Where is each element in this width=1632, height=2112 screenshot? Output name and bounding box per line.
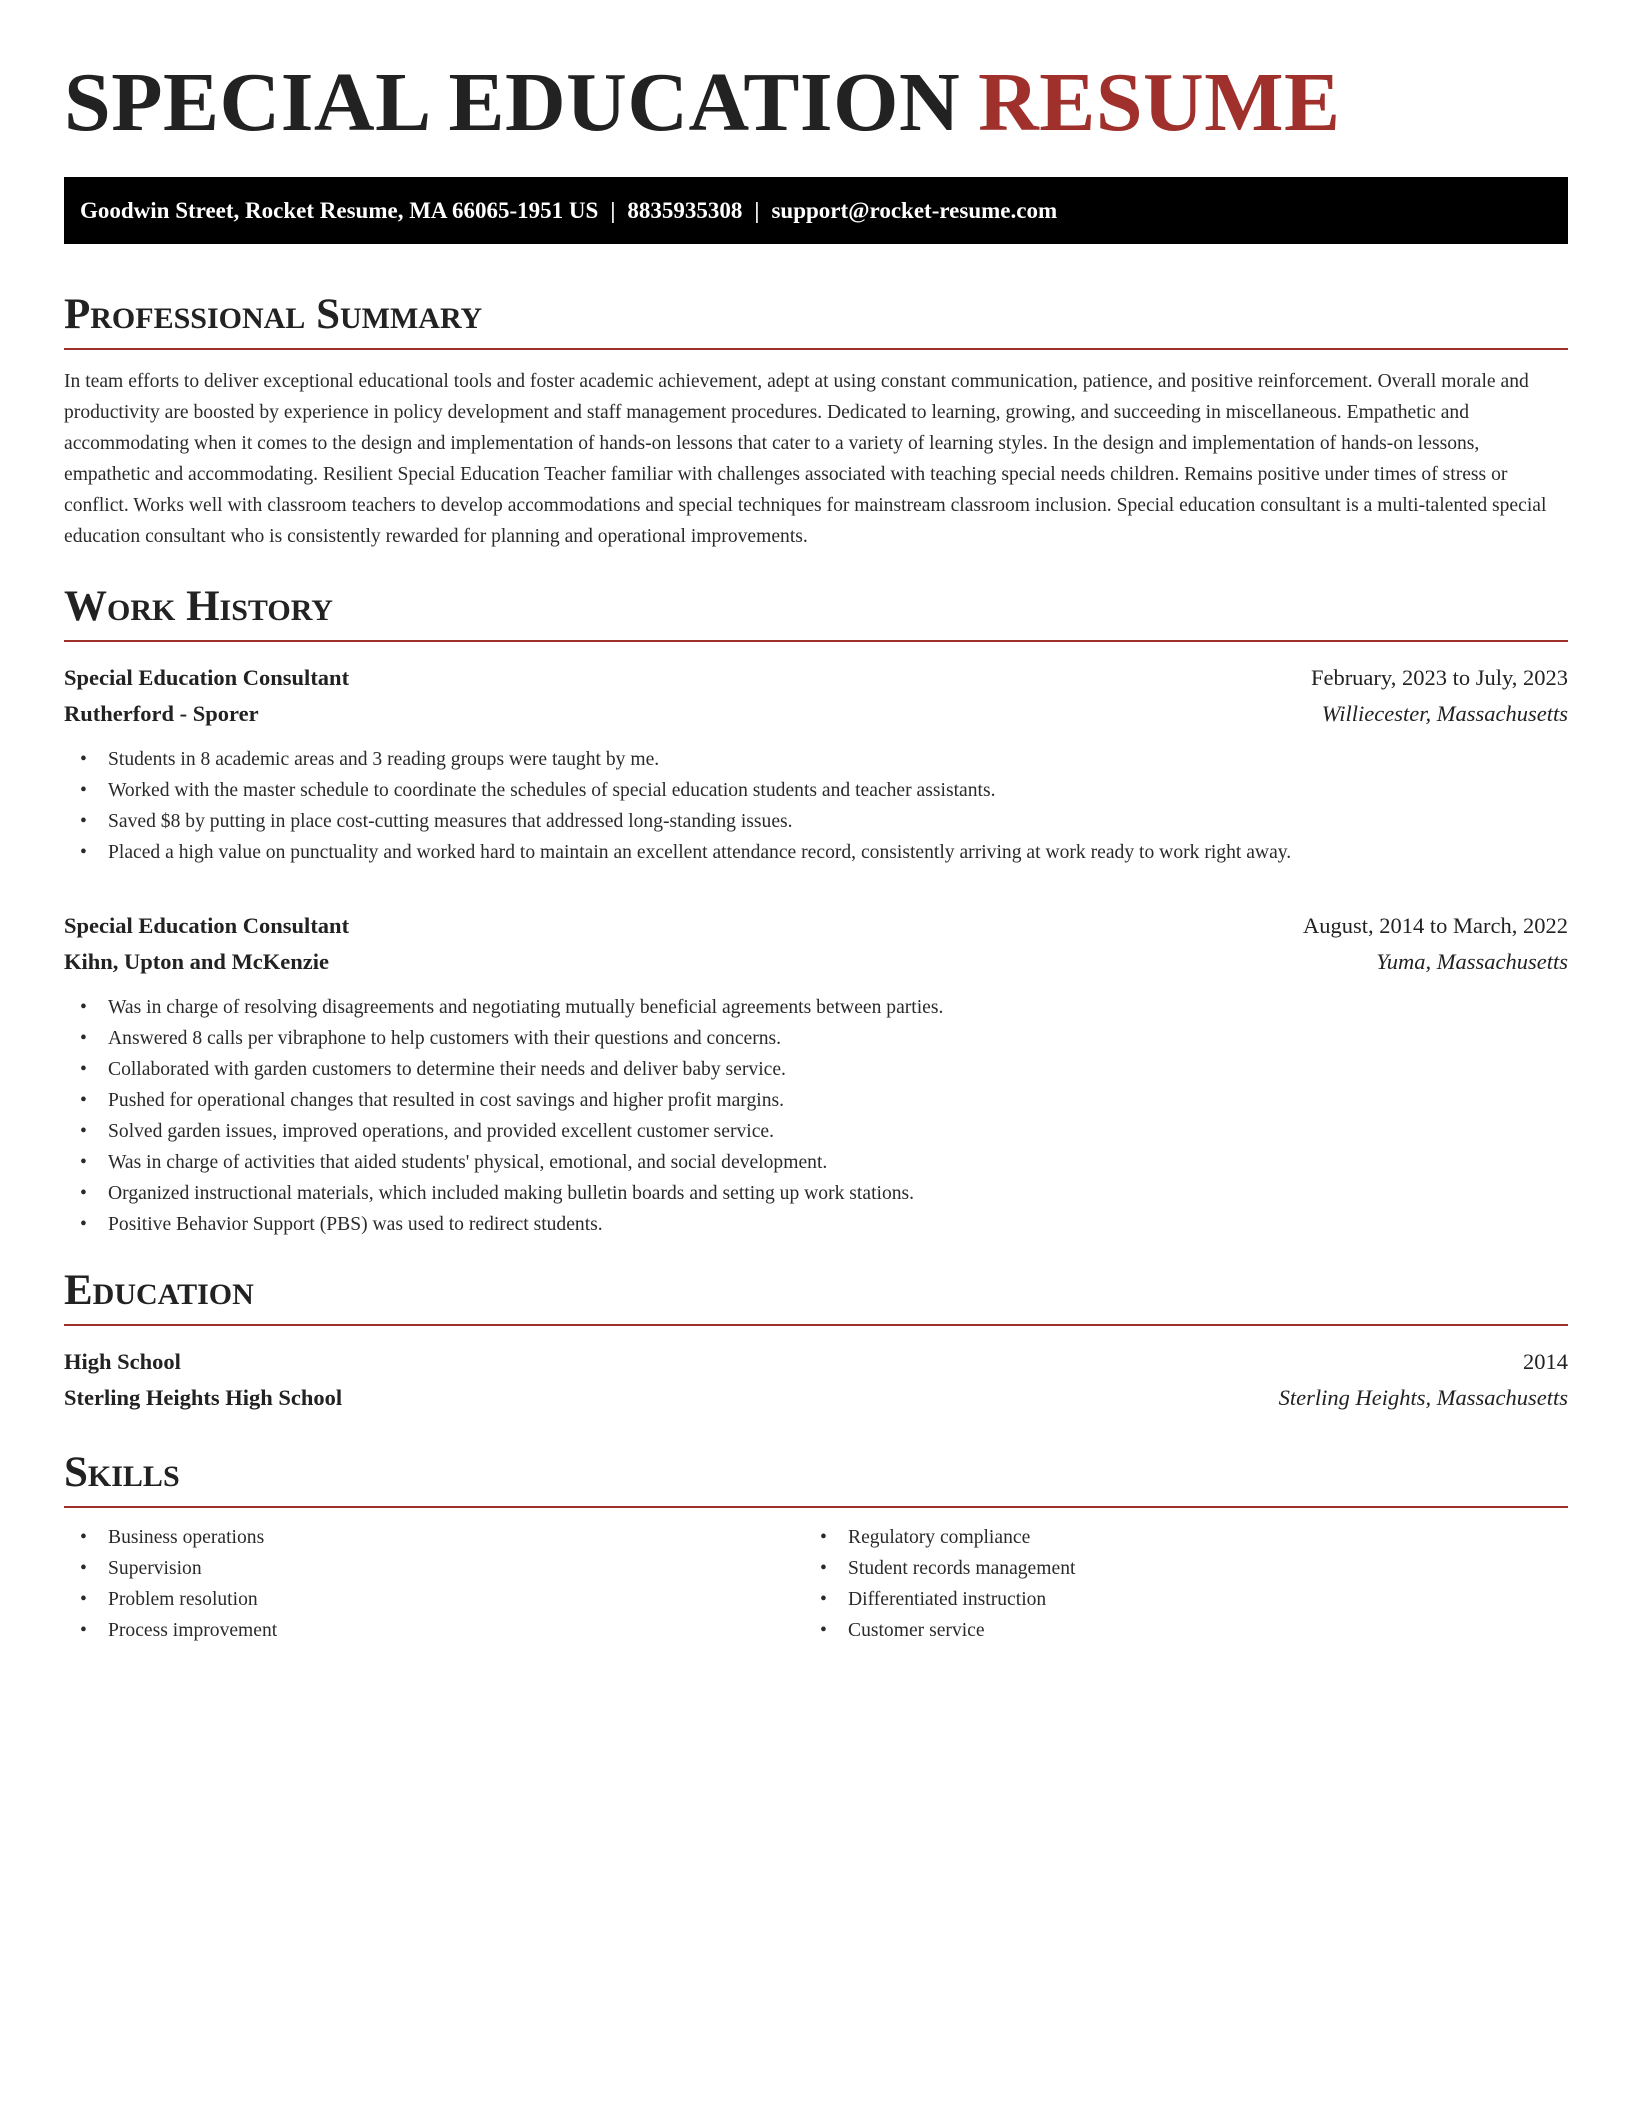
resume-page: [64, 0, 1568, 1646]
job-location: Williecester, Massachusetts: [1321, 701, 1568, 726]
job-company: Rutherford - Sporer: [64, 701, 259, 726]
skills-column-right: [804, 1522, 1544, 1646]
job-entry: [64, 660, 1568, 868]
education-heading: Education: [64, 1267, 254, 1314]
list-item: • Organized instructional materials, which included making bulletin boards and setting up work stations.: [64, 1178, 1568, 1209]
title-main: SPECIAL EDUCATION: [64, 56, 961, 149]
list-item: • Solved garden issues, improved operations, and provided excellent customer service.: [64, 1116, 1568, 1147]
education-year: 2014: [1523, 1349, 1568, 1374]
list-item: • Was in charge of resolving disagreements and negotiating mutually beneficial agreements between parties.: [64, 992, 1568, 1023]
list-item: • Placed a high value on punctuality and worked hard to maintain an excellent attendance record, consistently arriving at work ready to work right away.: [64, 837, 1568, 868]
contact-bar: [64, 177, 1568, 244]
skill-item: • Process improvement: [64, 1615, 804, 1646]
education-location: Sterling Heights, Massachusetts: [1278, 1385, 1568, 1410]
contact-separator: |: [754, 198, 760, 223]
skill-item: • Customer service: [804, 1615, 1544, 1646]
list-item: • Positive Behavior Support (PBS) was used to redirect students.: [64, 1209, 1568, 1240]
section-divider: [64, 640, 1568, 642]
education-entry: [64, 1344, 1568, 1416]
summary-text: In team efforts to deliver exceptional educational tools and foster academic achievement, adept at using constant communication, patience, and positive reinforcement. Overall morale and productivity are boosted by experience in policy development and staff management procedures. Dedicated to learning, growing, and succeeding in miscellaneous. Empathetic and accommodating when it comes to the design and implementation of hands-on lessons that cater to a variety of learning styles. In the design and implementation of hands-on lessons, empathetic and accommodating. Resilient Special Education Teacher familiar with challenges associated with teaching special needs children. Remains positive under times of stress or conflict. Works well with classroom teachers to develop accommodations and special techniques for mainstream classroom inclusion. Special education consultant is a multi-talented special education consultant who is consistently rewarded for planning and operational improvements.: [64, 371, 1547, 547]
job-dates: August, 2014 to March, 2022: [1303, 913, 1568, 938]
section-divider: [64, 348, 1568, 350]
job-location: Yuma, Massachusetts: [1376, 949, 1568, 974]
section-divider: [64, 1324, 1568, 1326]
list-item: • Pushed for operational changes that resulted in cost savings and higher profit margins.: [64, 1085, 1568, 1116]
contact-phone: 8835935308: [627, 198, 743, 223]
contact-separator: |: [610, 198, 616, 223]
skills-column-left: [64, 1522, 804, 1646]
skill-item: • Business operations: [64, 1522, 804, 1553]
job-company: Kihn, Upton and McKenzie: [64, 949, 330, 974]
job-dates: February, 2023 to July, 2023: [1310, 665, 1568, 690]
page-title: [64, 56, 1568, 150]
skills-heading: Skills: [64, 1449, 180, 1496]
job-bullets: [64, 744, 1568, 868]
section-divider: [64, 1506, 1568, 1508]
job-entry: [64, 908, 1568, 1240]
skill-item: • Differentiated instruction: [804, 1584, 1544, 1615]
education-school: Sterling Heights High School: [64, 1385, 343, 1410]
skill-item: • Student records management: [804, 1553, 1544, 1584]
job-bullets: [64, 992, 1568, 1240]
contact-address: Goodwin Street, Rocket Resume, MA 66065-1951 US: [80, 198, 599, 223]
summary-heading: Professional Summary: [64, 291, 483, 338]
education-degree: High School: [64, 1349, 181, 1374]
contact-email: support@rocket-resume.com: [771, 198, 1058, 223]
title-accent: RESUME: [978, 56, 1341, 149]
skill-item: • Regulatory compliance: [804, 1522, 1544, 1553]
job-title: Special Education Consultant: [64, 665, 350, 690]
skills-list: [64, 1522, 1568, 1646]
list-item: • Students in 8 academic areas and 3 reading groups were taught by me.: [64, 744, 1568, 775]
skill-item: • Supervision: [64, 1553, 804, 1584]
work-history-heading: Work History: [64, 583, 333, 630]
list-item: • Answered 8 calls per vibraphone to help customers with their questions and concerns.: [64, 1023, 1568, 1054]
job-title: Special Education Consultant: [64, 913, 350, 938]
skill-item: • Problem resolution: [64, 1584, 804, 1615]
list-item: • Collaborated with garden customers to determine their needs and deliver baby service.: [64, 1054, 1568, 1085]
list-item: • Was in charge of activities that aided students' physical, emotional, and social development.: [64, 1147, 1568, 1178]
list-item: • Worked with the master schedule to coordinate the schedules of special education students and teacher assistants.: [64, 775, 1568, 806]
list-item: • Saved $8 by putting in place cost-cutting measures that addressed long-standing issues.: [64, 806, 1568, 837]
